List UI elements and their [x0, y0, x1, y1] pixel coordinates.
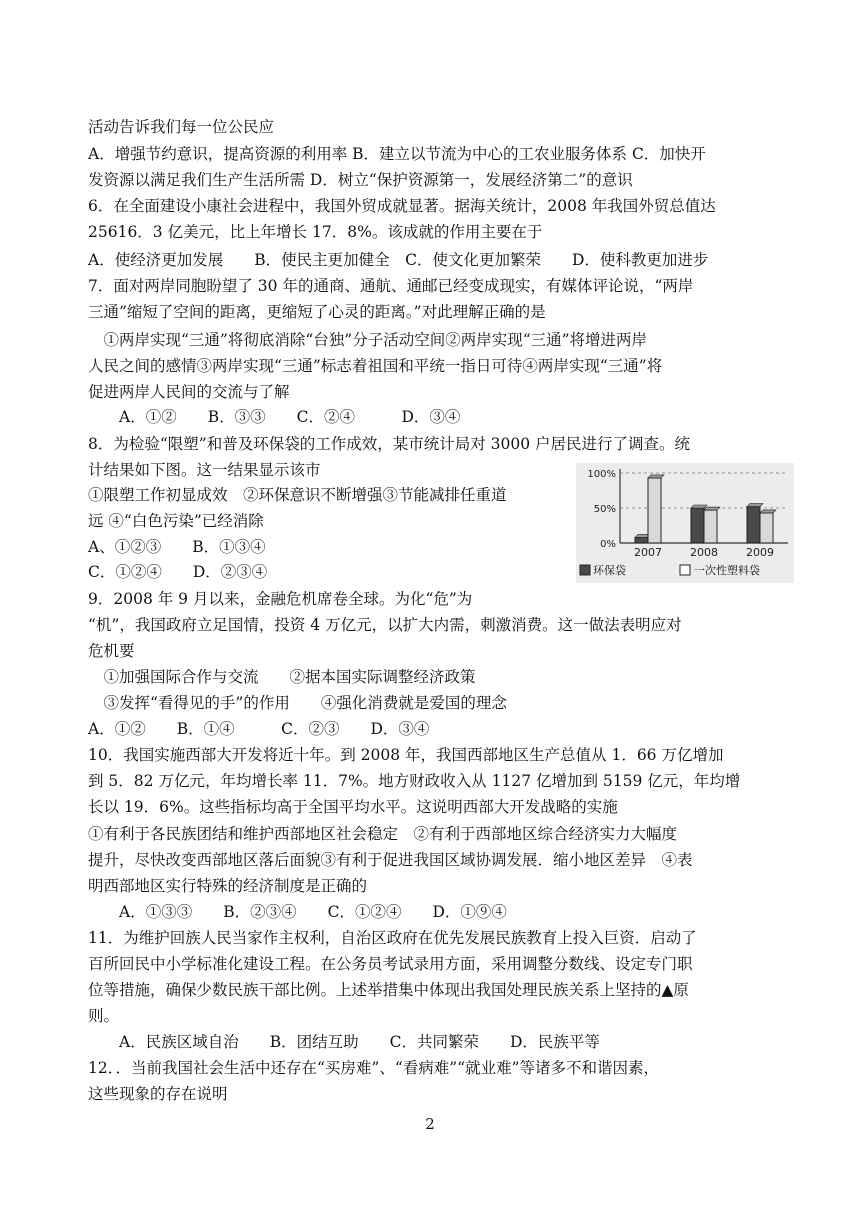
text-line: 10．我国实施西部大开发将近十年。到 2008 年，我国西部地区生产总值从 1．66 万亿增加 [88, 746, 724, 764]
legend-label-eco-bag: 环保袋 [593, 564, 626, 577]
text-line: 远 ④“白色污染”已经消除 [88, 512, 264, 530]
text-line: ①两岸实现“三通”将彻底消除“台独”分子活动空间②两岸实现“三通”将增进两岸 [88, 331, 648, 349]
text-line: 危机要 [88, 642, 135, 660]
bar-top-face [691, 505, 707, 508]
x-tick-label: 2007 [634, 546, 662, 559]
y-tick-label: 50% [593, 504, 616, 515]
text-line: 6．在全面建设小康社会进程中，我国外贸成就显著。据海关统计，2008 年我国外贸总值达 [88, 197, 716, 215]
bar-top-face [648, 475, 664, 478]
text-line: 8．为检验“限塑”和普及环保袋的工作成效，某市统计局对 3000 户居民进行了调查。统 [88, 435, 691, 453]
text-line: A．①② B．③③ C．②④ D．③④ [88, 408, 461, 426]
text-line: A、①②③ B．①③④ [88, 538, 266, 556]
page-number: 2 [425, 1115, 435, 1133]
x-tick-label: 2009 [746, 546, 774, 559]
text-line: 到 5．82 万亿元，年均增长率 11．7%。地方财政收入从 1127 亿增加到 5159 亿元，年均增 [88, 772, 741, 790]
text-line: 发资源以满足我们生产生活所需 D．树立“保护资源第一，发展经济第二”的意识 [88, 171, 633, 189]
legend-swatch-eco-bag [580, 565, 590, 575]
text-line: 25616．3 亿美元，比上年增长 17．8%。该成就的作用主要在于 [88, 223, 543, 241]
text-line: 这些现象的存在说明 [88, 1085, 228, 1103]
text-line: 长以 19．6%。这些指标均高于全国平均水平。这说明西部大开发战略的实施 [88, 798, 618, 816]
text-line: ③发挥“看得见的手”的作用 ④强化消费就是爱国的理念 [88, 694, 507, 712]
text-line: ①加强国际合作与交流 ②据本国实际调整经济政策 [88, 668, 476, 686]
text-line: ①有利于各民族团结和维护西部地区社会稳定 ②有利于西部地区综合经济实力大幅度 [88, 825, 678, 843]
bar-plastic-bag-2009 [760, 513, 773, 543]
text-line: ①限塑工作初显成效 ②环保意识不断增强③节能减排任重道 [88, 486, 507, 504]
bar-plastic-bag-2008 [704, 510, 717, 543]
y-tick-label: 0% [600, 539, 616, 550]
text-line: 活动告诉我们每一位公民应 [88, 118, 275, 136]
text-line: A．使经济更加发展 B．使民主更加健全 C．使文化更加繁荣 D．使科教更加进步 [88, 251, 709, 269]
text-line: 9．2008 年 9 月以来，金融危机席卷全球。为化“危”为 [88, 590, 473, 608]
text-line: 7．面对两岸同胞盼望了 30 年的通商、通航、通邮已经变成现实，有媒体评论说，“两岸 [88, 277, 694, 295]
bag-usage-chart [576, 463, 794, 583]
text-line: 计结果如下图。这一结果显示该市 [88, 461, 321, 479]
text-line: A．民族区域自治 B．团结互助 C．共同繁荣 D．民族平等 [88, 1033, 600, 1051]
y-tick-label: 100% [587, 469, 616, 480]
text-line: 11．为维护回族人民当家作主权利，自治区政府在优先发展民族教育上投入巨资．启动了 [88, 929, 697, 947]
text-line: “机”，我国政府立足国情，投资 4 万亿元，以扩大内需，刺激消费。这一做法表明应对 [88, 616, 682, 634]
bar-eco-bag-2009 [747, 507, 760, 543]
text-line: 百所回民中小学标准化建设工程。在公务员考试录用方面，采用调整分数线、设定专门职 [88, 955, 693, 973]
text-line: 则。 [88, 1007, 120, 1025]
text-line: 12．．当前我国社会生活中还存在“买房难”、“看病难”“就业难”等诸多不和谐因素， [88, 1059, 660, 1077]
bar-plastic-bag-2007 [648, 478, 661, 543]
text-line: 明西部地区实行特殊的经济制度是正确的 [88, 877, 368, 895]
bar-top-face [704, 507, 720, 510]
legend-label-plastic-bag: 一次性塑料袋 [694, 564, 760, 577]
bar-top-face [747, 504, 763, 507]
legend-swatch-plastic-bag [680, 565, 690, 575]
text-line: A．增强节约意识，提高资源的利用率 B．建立以节流为中心的工农业服务体系 C．加快开 [88, 145, 706, 163]
text-line: A．①③③ B．②③④ C．①②④ D．①⑨④ [88, 903, 507, 921]
text-line: 促进两岸人民间的交流与了解 [88, 383, 290, 401]
text-line: A．①② B．①④ C．②③ D．③④ [88, 720, 430, 738]
text-line: 人民之间的感情③两岸实现“三通”标志着祖国和平统一指日可待④两岸实现“三通”将 [88, 357, 663, 375]
text-line: 位等措施，确保少数民族干部比例。上述举措集中体现出我国处理民族关系上坚持的▲原 [88, 981, 689, 999]
bar-eco-bag-2008 [691, 508, 704, 543]
bar-eco-bag-2007 [635, 537, 648, 543]
text-line: 提升，尽快改变西部地区落后面貌③有利于促进我国区域协调发展．缩小地区差异 ④表 [88, 851, 693, 869]
text-line: 三通”缩短了空间的距离，更缩短了心灵的距离。”对此理解正确的是 [88, 303, 546, 321]
bar-top-face [760, 510, 776, 513]
text-line: C．①②④ D．②③④ [88, 563, 268, 581]
x-tick-label: 2008 [690, 546, 718, 559]
